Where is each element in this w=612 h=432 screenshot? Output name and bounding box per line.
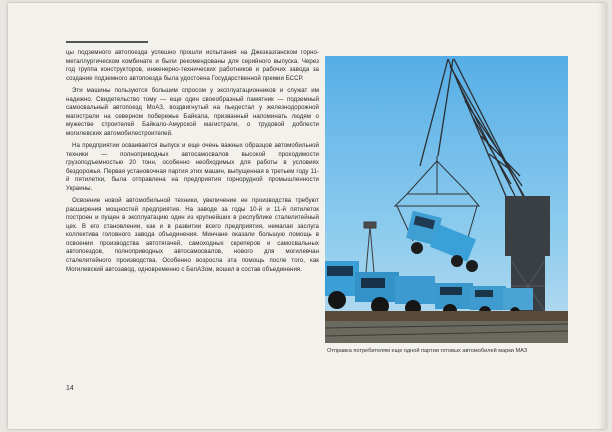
top-rule [66,41,148,43]
photo-caption: Отправка потребителям еще одной партии готовых автомобилей марки МАЗ [327,348,528,354]
page-number: 14 [66,385,74,392]
paragraph-1: цы подземного автопоезда успешно прошли испытания на Джезказганском горно-металлургическом комбинате и были рекомендованы для серийного выпуска. Через год группа конструкторов, инженерно-технических работников и рабочих завода за создание подземного автопоезда была удостоена Государственной премии БССР. [66,49,319,82]
paragraph-4: Освоение новой автомобильной техники, увеличение ее производства требуют расширения мощностей предприятия. На заводе за годы 10-й и 11-й пятилеток построен и пущен в эксплуатацию один из крупнейших в республике сталелитейный цех. В его становлении, как и в развитии всего предприятия, немалая заслуга коллектива головного завода объединения. Минчане оказали большую помощь в освоении производства автотягачей, самоходных скреперов и самосвальных автопоездов, полноприводных автосамосвалов, нового для могилевчан сталелитейного производства. Особенно возросла эта помощь после того, как Могилевский автозавод, одновременно с БелАЗом, вошел в состав объединения. [66,197,319,273]
paragraph-3: На предприятии осваивается выпуск и еще очень важных образцов автомобильной техники — полноприводных автосамосвалов высокой проходимости грузоподъемностью 20 тонн, особенно необходимых для работы в условиях бездорожья. Первая установочная партия этих машин, выпущенная в третьем году 11-й пятилетки, была отправлена на предприятия горнорудной промышленности Украины. [66,142,319,192]
paragraph-2: Эти машины пользуются большим спросом у эксплуатационников и служат им надежно. Свидетельство тому — еще один своеобразный памятник — подземный самосвальный автопоезд МоАЗ, воздвигнутый на пьедестал у железнодорожной магистрали на северном побережье Байкала, призванный напоминать людям о мужестве строителей Байкало-Амурской магистрали, о трудовой доблести могилевских автомобилестроителей. [66,86,319,137]
page-edge-shadow [598,3,606,429]
text-column [66,49,319,278]
photo-trucks-crane [325,56,568,343]
photo-illustration [325,56,568,343]
